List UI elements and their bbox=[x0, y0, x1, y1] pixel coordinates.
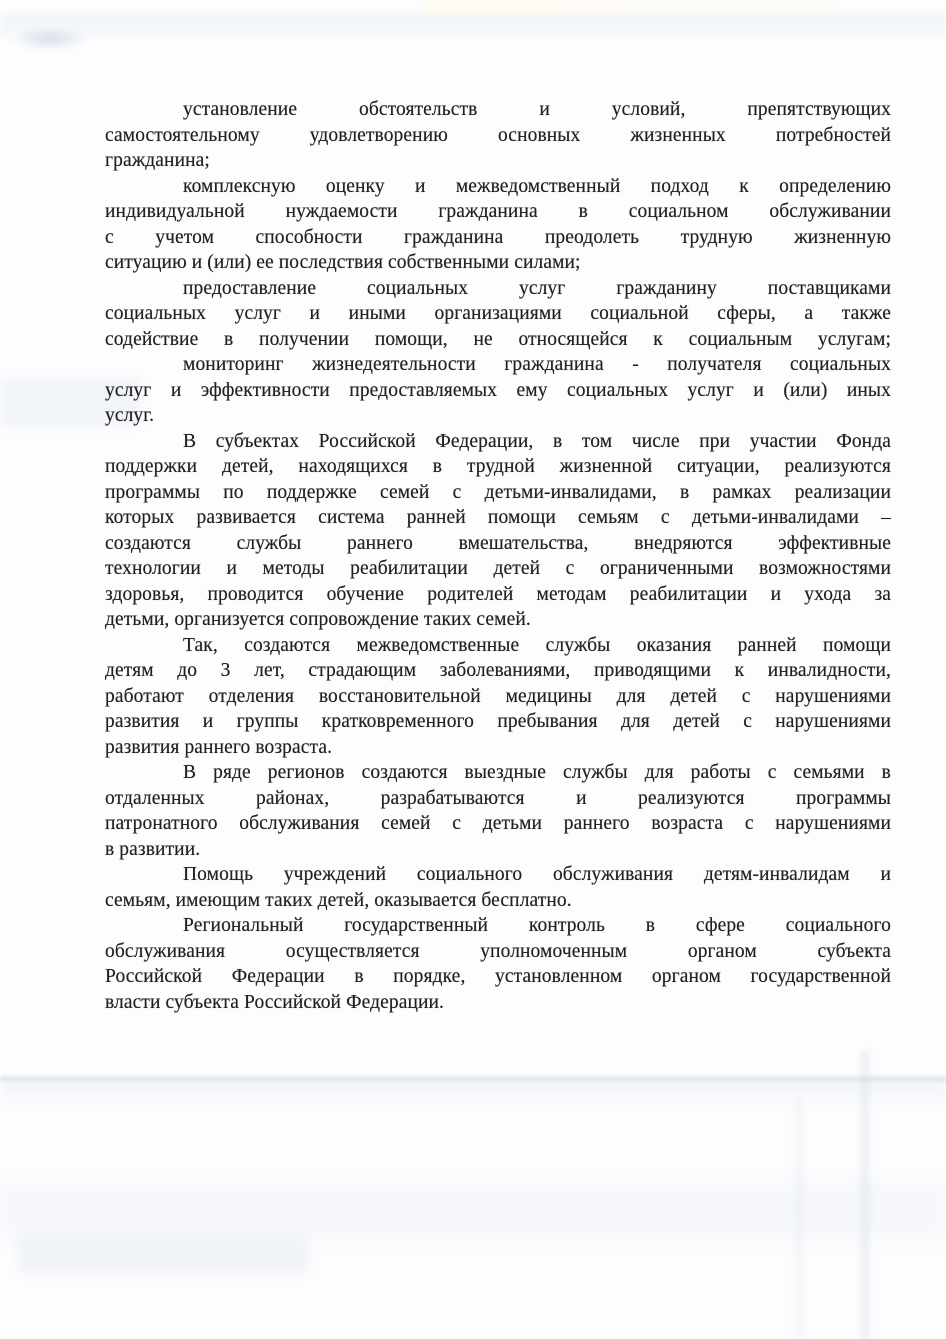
text-line: комплексную оценку и межведомственный подход к определению bbox=[183, 175, 891, 197]
text-line: детьми, организуется сопровождение таких семей. bbox=[105, 609, 531, 630]
text-line: власти субъекта Российской Федерации. bbox=[105, 991, 445, 1013]
text-line: услуг и эффективности предоставляемых ему социальных услуг и (или) иных bbox=[105, 379, 891, 401]
scan-artifact-vertical-streak bbox=[795, 1100, 803, 1339]
text-line: которых развивается система ранней помощи семьям с детьми-инвалидами – bbox=[105, 507, 891, 528]
text-line: услуг. bbox=[105, 405, 155, 426]
scan-artifact-top-cream bbox=[420, 0, 840, 16]
text-line: гражданина; bbox=[105, 150, 210, 171]
text-line: В ряде регионов создаются выездные службы для работы с семьями в bbox=[183, 762, 891, 783]
text-line: Помощь учреждений социального обслуживания детям-инвалидам и bbox=[183, 864, 891, 885]
text-line: мониторинг жизнедеятельности гражданина - получателя социальных bbox=[183, 354, 891, 375]
text-line: работают отделения восстановительной медицины для детей с нарушениями bbox=[105, 685, 891, 707]
text-line: установление обстоятельств и условий, препятствующих bbox=[183, 99, 891, 120]
text-line: поддержки детей, находящихся в трудной жизненной ситуации, реализуются bbox=[105, 456, 891, 477]
text-line: Региональный государственный контроль в сфере социального bbox=[183, 915, 891, 936]
text-line: самостоятельному удовлетворению основных жизненных потребностей bbox=[105, 124, 891, 146]
text-line: семьям, имеющим таких детей, оказывается бесплатно. bbox=[105, 889, 572, 911]
text-line: с учетом способности гражданина преодолеть трудную жизненную bbox=[105, 226, 891, 248]
text-line: В субъектах Российской Федерации, в том числе при участии Фонда bbox=[183, 430, 891, 452]
text-line: Так, создаются межведомственные службы оказания ранней помощи bbox=[183, 634, 891, 656]
text-line: Российской Федерации в порядке, установленном органом государственной bbox=[105, 966, 891, 987]
text-line: индивидуальной нуждаемости гражданина в социальном обслуживании bbox=[105, 201, 891, 222]
text-line: развития раннего возраста. bbox=[105, 736, 333, 758]
scan-artifact-bottom-band bbox=[0, 1180, 946, 1240]
scan-artifact-mid-band bbox=[0, 1076, 946, 1082]
text-line: содействие в получении помощи, не относящейся к социальным услугам; bbox=[105, 328, 891, 350]
scan-artifact-top-band bbox=[0, 14, 946, 40]
text-line: детям до 3 лет, страдающим заболеваниями, приводящими к инвалидности, bbox=[105, 660, 891, 681]
text-line: ситуацию и (или) ее последствия собственными силами; bbox=[105, 252, 581, 273]
text-line: патронатного обслуживания семей с детьми раннего возраста с нарушениями bbox=[105, 813, 891, 834]
scan-artifact-bottom-left-smudge bbox=[18, 1238, 308, 1272]
text-line: развития и группы кратковременного пребывания для детей с нарушениями bbox=[105, 711, 891, 732]
text-line: технологии и методы реабилитации детей с ограниченными возможностями bbox=[105, 558, 891, 579]
document-text-block bbox=[105, 97, 891, 1015]
text-line: в развитии. bbox=[105, 838, 201, 860]
scan-artifact-mid-band-soft bbox=[0, 1082, 946, 1108]
text-line: здоровья, проводится обучение родителей методам реабилитации и ухода за bbox=[105, 583, 891, 605]
text-line: отдаленных районах, разрабатываются и реализуются программы bbox=[105, 787, 891, 809]
text-line: создаются службы раннего вмешательства, внедряются эффективные bbox=[105, 532, 891, 554]
text-line: программы по поддержке семей с детьми-инвалидами, в рамках реализации bbox=[105, 481, 891, 503]
text-line: предоставление социальных услуг гражданину поставщиками bbox=[183, 277, 891, 299]
text-line: социальных услуг и иными организациями социальной сферы, а также bbox=[105, 303, 891, 324]
scan-artifact-top-left-smudge bbox=[10, 26, 90, 52]
text-line: обслуживания осуществляется уполномоченным органом субъекта bbox=[105, 940, 891, 962]
scan-artifact-vertical-streak bbox=[860, 1050, 870, 1339]
